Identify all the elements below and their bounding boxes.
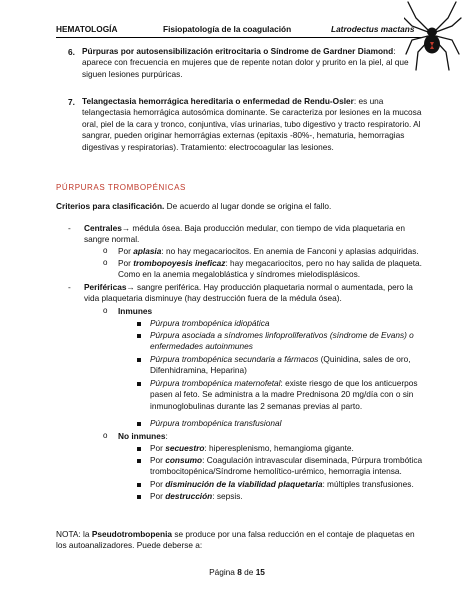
square-bullet bbox=[137, 459, 141, 463]
prefix: Por bbox=[150, 443, 166, 453]
inmunes-label: Inmunes bbox=[118, 306, 153, 316]
inmunes-item bbox=[150, 418, 424, 429]
header-rule bbox=[56, 37, 422, 38]
prefix: Por bbox=[150, 455, 166, 465]
square-bullet bbox=[137, 447, 141, 451]
criteria-text: De acuerdo al lugar donde se origina el fallo. bbox=[164, 201, 332, 211]
footer-mid: de bbox=[241, 567, 256, 577]
section-heading: PÚRPURAS TROMBOPÉNICAS bbox=[56, 183, 186, 192]
centrales-label: Centrales bbox=[84, 223, 122, 233]
text: : Coagulación intravascular diseminada, Púrpura trombótica trombocitopénica/Síndrome hemolítico-urémico, hemorragia intensa. bbox=[150, 455, 423, 477]
item-title: Púrpura trombopénica idiopática bbox=[150, 318, 270, 328]
circle-bullet: o bbox=[103, 306, 108, 315]
inmunes-item bbox=[150, 378, 424, 412]
header-species: Latrodectus mactans bbox=[331, 24, 415, 34]
item-title: Telangectasia hemorrágica hereditaria o enfermedad de Rendu-Osler bbox=[82, 96, 354, 106]
term: disminución de la viabilidad plaquetaria bbox=[165, 479, 323, 489]
inmunes-item bbox=[150, 354, 424, 377]
item-text: : existe riesgo de que los anticuerpos pasen al feto. Se administra a la madre Prednisona 20 mg/día con o sin inmunoglobulinas durante las 2 semanas previas al parto. bbox=[150, 378, 418, 411]
item-title: Púrpuras por autosensibilización eritrocitaria o Síndrome de Gardner Diamond bbox=[82, 46, 394, 56]
page-footer bbox=[0, 567, 474, 577]
square-bullet bbox=[137, 422, 141, 426]
dash-bullet: - bbox=[68, 223, 71, 233]
criteria-label: Criterios para clasificación. bbox=[56, 201, 165, 211]
centrales-sub-trombopoyesis bbox=[118, 258, 424, 281]
item-text: : es una telangectasia hemorrágica autosómica dominante. Se caracteriza por lesiones en la mucosa oral, piel de la cara y tronco, conjuntiva, vías urinarias, tubo digestivo y tracto respiratorio. Al sangrar, pueden originar hemorrágias externas (epitaxis -80%-, hematuria, hemorragias digestivas y respiratorias). Tratamiento: electrocoagular las lesiones. bbox=[82, 96, 422, 152]
header-topic: Fisiopatología de la coagulación bbox=[163, 24, 292, 34]
square-bullet bbox=[137, 334, 141, 338]
item-number: 7. bbox=[68, 97, 75, 107]
item-text: aparece con frecuencia en mujeres que de repente notan dolor y prurito en la piel, al que siguen lesiones purpúricas. bbox=[82, 57, 409, 79]
list-item-gardner-diamond bbox=[82, 46, 424, 80]
header-subject: HEMATOLOGÍA bbox=[56, 24, 118, 34]
text: : sepsis. bbox=[212, 491, 243, 501]
perifericas-label: Periféricas bbox=[84, 282, 127, 292]
perifericas-text: sangre periférica. Hay producción plaquetaria normal o aumentada, pero la vida plaquetaria disminuye (hay destrucción fuera de la médula ósea). bbox=[84, 282, 413, 304]
arrow: → bbox=[121, 223, 131, 233]
centrales-text: médula ósea. Baja producción medular, con tiempo de vida plaquetaria en sangre normal. bbox=[84, 223, 406, 245]
arrow: → bbox=[126, 282, 135, 292]
prefix: Por bbox=[150, 491, 166, 501]
nota-text: se produce por una falsa reducción en el contaje de plaquetas en los autoanalizadores. Puede deberse a: bbox=[56, 529, 415, 551]
term: aplasia bbox=[133, 246, 162, 256]
nota-prefix: NOTA: la bbox=[56, 529, 92, 539]
item-title: Púrpura asociada a síndromes linfoproliferativos (síndrome de Evans) o enfermedades autoinmunes bbox=[150, 330, 414, 352]
item-number: 6. bbox=[68, 47, 75, 57]
dash-bullet: - bbox=[68, 282, 71, 292]
circle-bullet: o bbox=[103, 258, 108, 267]
no-inmunes-item bbox=[150, 443, 424, 454]
square-bullet bbox=[137, 382, 141, 386]
item-title: Púrpura trombopénica maternofetal bbox=[150, 378, 281, 388]
no-inmunes-label: No inmunes bbox=[118, 431, 166, 441]
item-colon: : bbox=[393, 46, 396, 56]
prefix: Por bbox=[150, 479, 166, 489]
no-inmunes-item bbox=[150, 479, 424, 490]
square-bullet bbox=[137, 495, 141, 499]
perifericas-paragraph bbox=[84, 282, 424, 305]
no-inmunes-heading bbox=[118, 431, 168, 442]
circle-bullet: o bbox=[103, 246, 108, 255]
inmunes-item bbox=[150, 330, 424, 353]
term: trombopoyesis ineficaz bbox=[133, 258, 226, 268]
item-title: Púrpura trombopénica secundaria a fármacos bbox=[150, 354, 319, 364]
page-total: 15 bbox=[255, 567, 265, 577]
colon: : bbox=[165, 431, 168, 441]
text: : hiperesplenismo, hemangioma gigante. bbox=[204, 443, 354, 453]
inmunes-heading bbox=[118, 306, 152, 317]
no-inmunes-item bbox=[150, 491, 424, 502]
term: consumo bbox=[165, 455, 203, 465]
prefix: Por bbox=[118, 246, 134, 256]
nota-paragraph bbox=[56, 529, 422, 552]
no-inmunes-item bbox=[150, 455, 424, 478]
circle-bullet: o bbox=[103, 431, 108, 440]
square-bullet bbox=[137, 483, 141, 487]
prefix: Por bbox=[118, 258, 134, 268]
page-number: 8 bbox=[237, 567, 242, 577]
nota-term: Pseudotrombopenia bbox=[91, 529, 173, 539]
centrales-sub-aplasia bbox=[118, 246, 424, 257]
footer-prefix: Página bbox=[209, 567, 238, 577]
term: secuestro bbox=[165, 443, 205, 453]
term: destrucción bbox=[165, 491, 213, 501]
item-text: (Quinidina, sales de oro, Difenhidramina, Heparina) bbox=[150, 354, 411, 376]
text: : múltiples transfusiones. bbox=[322, 479, 414, 489]
list-item-rendu-osler bbox=[82, 96, 424, 153]
square-bullet bbox=[137, 358, 141, 362]
text: : no hay megacariocitos. En anemia de Fanconi y aplasias adquiridas. bbox=[161, 246, 419, 256]
text: : hay megacariocitos, pero no hay salida de plaqueta. Como en la anemia megaloblástica y síndromes mielodisplásicos. bbox=[118, 258, 422, 280]
item-title: Púrpura trombopénica transfusional bbox=[150, 418, 282, 428]
inmunes-item bbox=[150, 318, 424, 329]
criteria-line bbox=[56, 201, 422, 212]
square-bullet bbox=[137, 322, 141, 326]
centrales-paragraph bbox=[84, 223, 424, 246]
